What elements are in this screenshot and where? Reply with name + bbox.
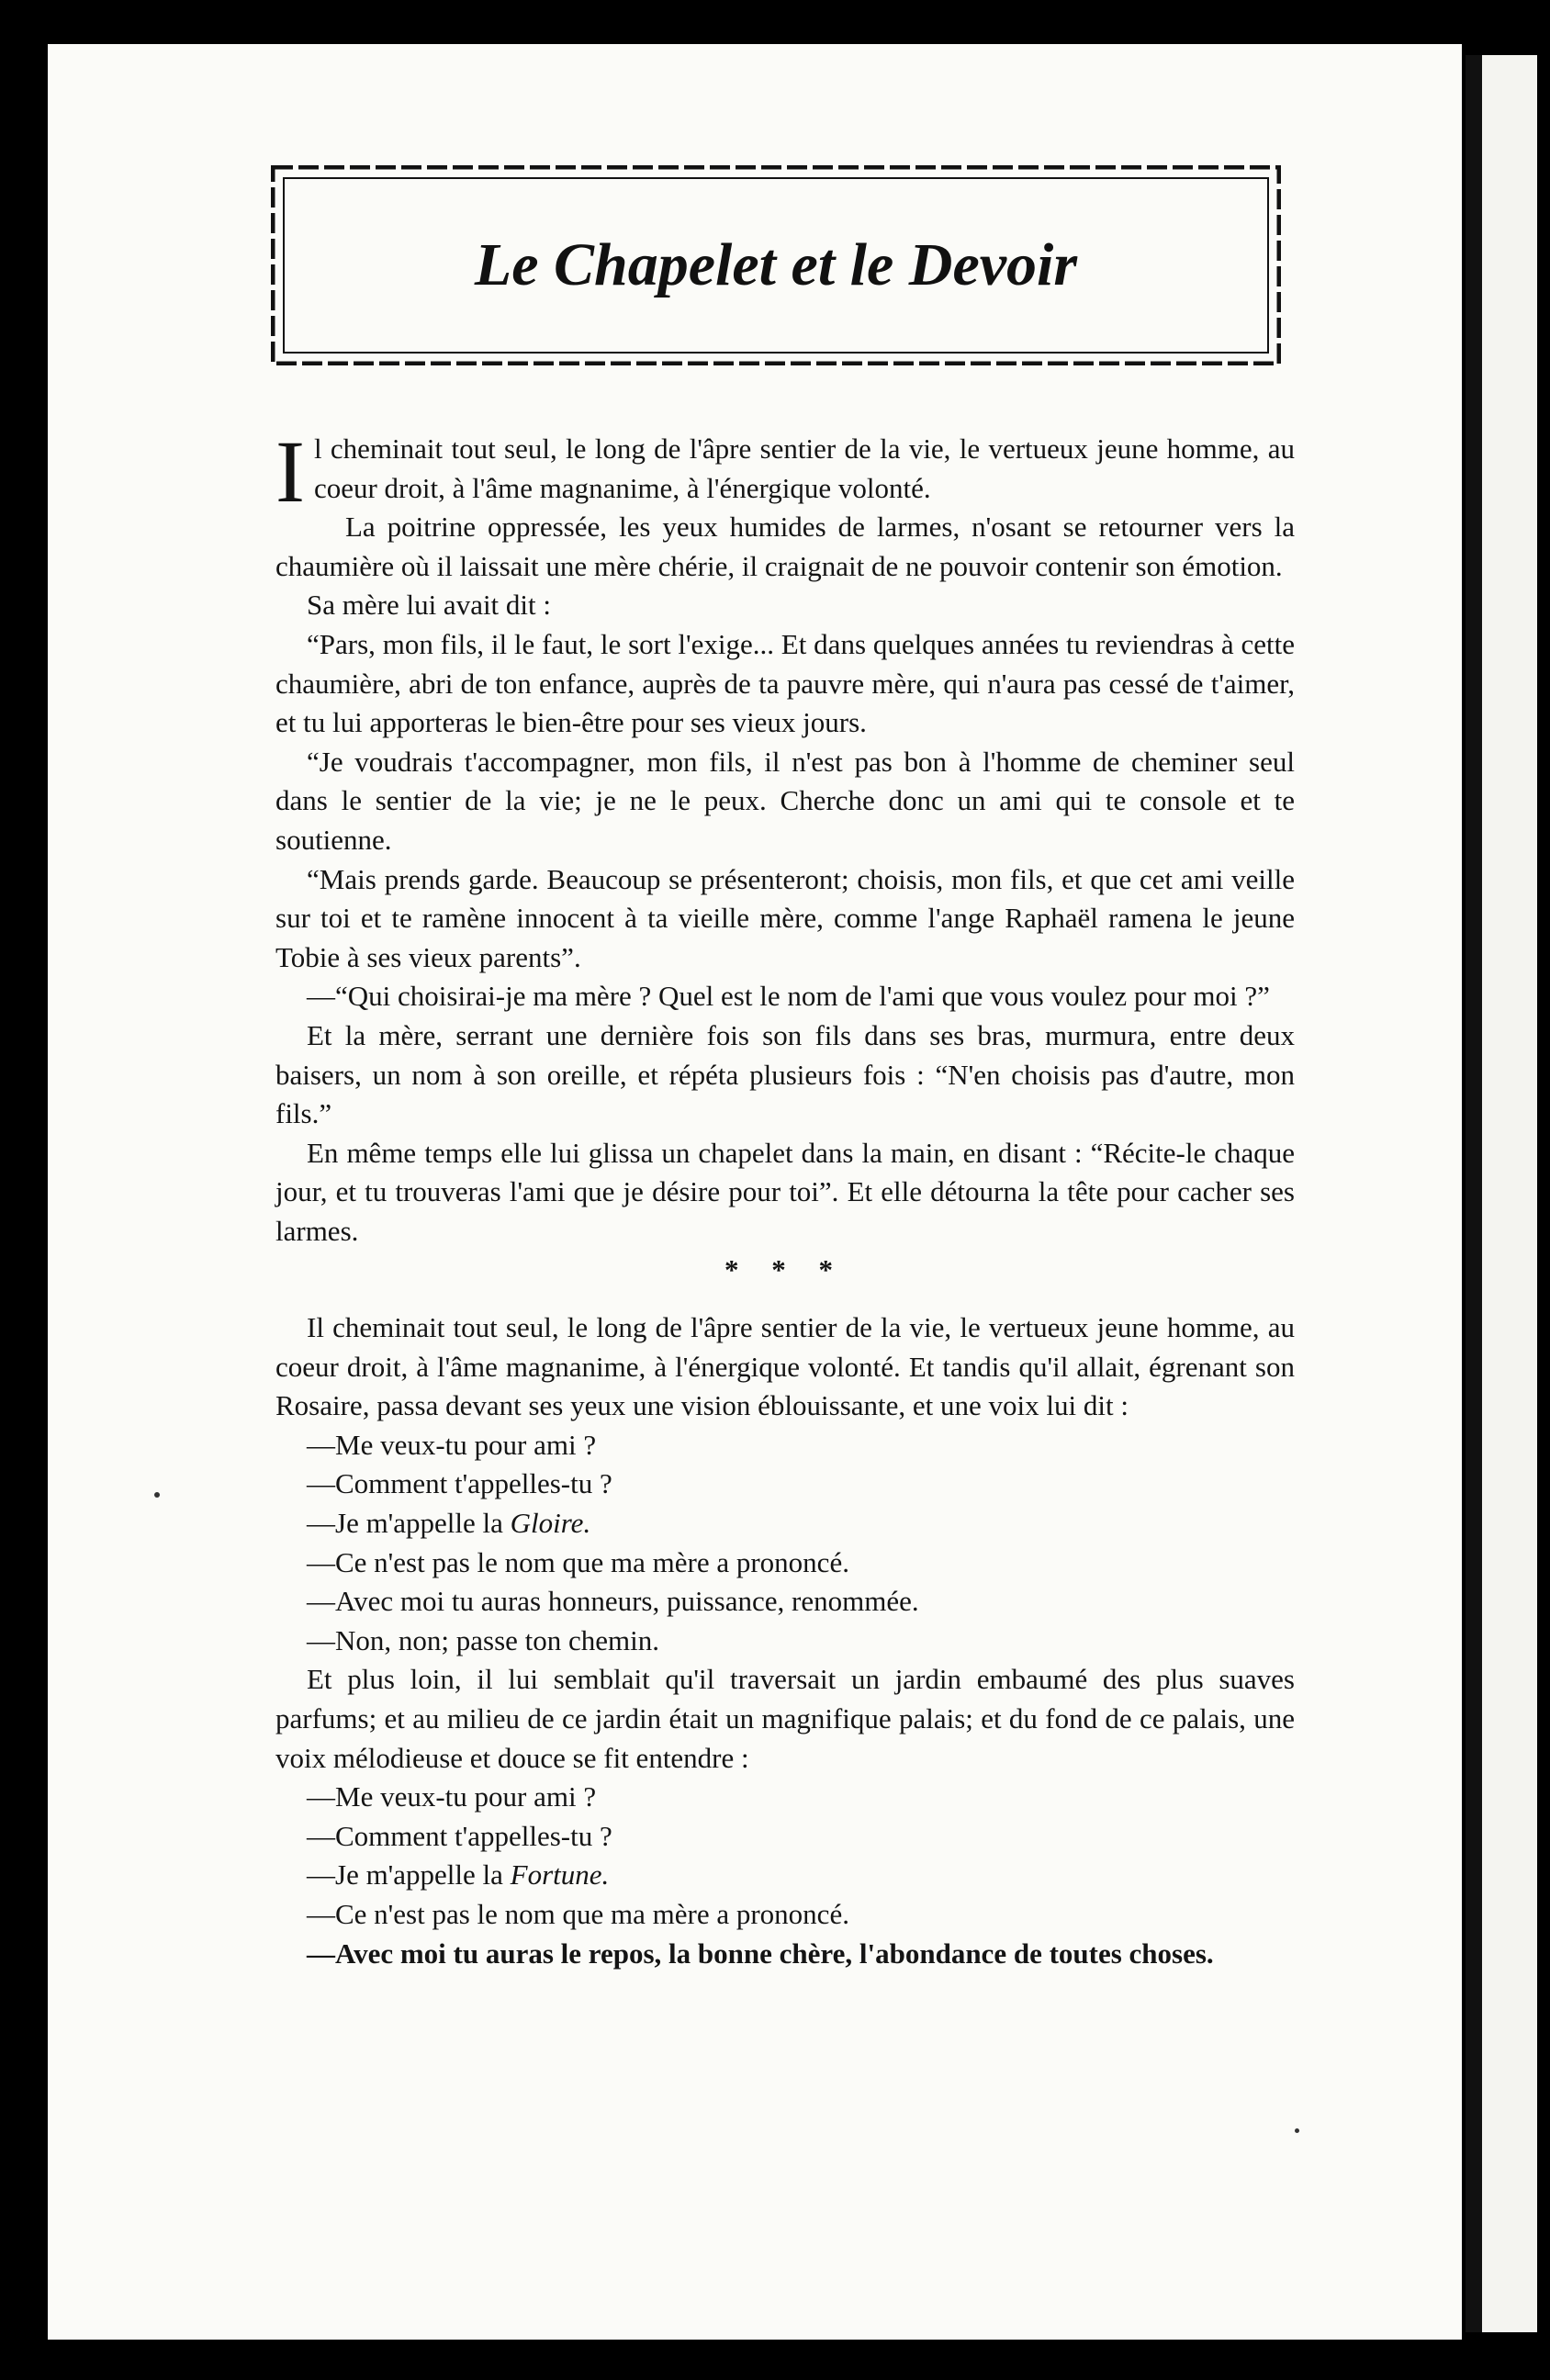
paragraph: —“Qui choisirai-je ma mère ? Quel est le nom de l'ami que vous voulez pour moi ?” — [307, 980, 1270, 1013]
paragraph: Il cheminait tout seul, le long de l'âpre sentier de la vie, le vertueux jeune homme, au coeur droit, à l'âme magnanime, à l'énergique volonté. Et tandis qu'il allait, égrenant son Rosaire, passa devant ses yeux une vision éblouissante, et une voix lui dit : — [275, 1311, 1295, 1422]
page-title: Le Chapelet et le Devoir — [474, 231, 1078, 298]
dialogue-line: —Avec moi tu auras honneurs, puissance, renommée. — [307, 1585, 919, 1618]
dialogue-line: —Avec moi tu auras le repos, la bonne chère, l'abondance de toutes choses. — [307, 1937, 1214, 1970]
paragraph: Sa mère lui avait dit : — [307, 589, 552, 622]
scan-speck — [154, 1492, 160, 1498]
scan-speck — [1295, 2128, 1299, 2133]
dialogue-line: —Non, non; passe ton chemin. — [307, 1623, 660, 1656]
dialogue-line: —Ce n'est pas le nom que ma mère a prononcé. — [307, 1897, 849, 1930]
dialogue-line: —Ce n'est pas le nom que ma mère a prononcé. — [307, 1545, 849, 1578]
dialogue-line: —Je m'appelle la Gloire. — [307, 1507, 591, 1540]
paragraph: Il cheminait tout seul, le long de l'âpre sentier de la vie, le vertueux jeune homme, au coeur droit, à l'âme magnanime, à l'énergique volonté. — [275, 422, 1295, 521]
dialogue-line: —Je m'appelle la Fortune. — [307, 1858, 610, 1892]
body-text — [275, 422, 1295, 1973]
dialogue-line: —Me veux-tu pour ami ? — [307, 1428, 597, 1461]
dialogue-line: —Comment t'appelles-tu ? — [307, 1819, 612, 1852]
paragraph: Et la mère, serrant une dernière fois son fils dans ses bras, murmura, entre deux baisers, un nom à son oreille, et répéta plusieurs fois : “N'en choisis pas d'autre, mon fils.” — [275, 1018, 1295, 1130]
paragraph: La poitrine oppressée, les yeux humides de larmes, n'osant se retourner vers la chaumière où il laissait une mère chérie, il craignait de ne pouvoir contenir son émotion. — [275, 511, 1295, 582]
dialogue-line: —Comment t'appelles-tu ? — [307, 1467, 612, 1500]
paragraph: “Mais prends garde. Beaucoup se présenteront; choisis, mon fils, et que cet ami veille sur toi et te ramène innocent à ta vieille mère, comme l'ange Raphaël ramena le jeune Tobie à ses vieux parents”. — [275, 862, 1295, 973]
paragraph: “Pars, mon fils, il le faut, le sort l'exige... Et dans quelques années tu reviendras à cette chaumière, abri de ton enfance, auprès de ta pauvre mère, qui n'aura pas cessé de t'aimer, et tu lui apporteras le bien-être pour ses vieux jours. — [275, 627, 1295, 739]
paragraph: En même temps elle lui glissa un chapelet dans la main, en disant : “Récite-le chaque jour, et tu trouveras l'ami que je désire pour toi”. Et elle détourna la tête pour cacher ses larmes. — [275, 1136, 1295, 1247]
drop-cap: I — [275, 422, 305, 521]
title-frame — [271, 165, 1281, 365]
paragraph: Et plus loin, il lui semblait qu'il traversait un jardin embaumé des plus suaves parfums; et au milieu de ce jardin était un magnifique palais; et du fond de ce palais, une voix mélodieuse et douce se fit entendre : — [275, 1663, 1295, 1774]
dialogue-line: —Me veux-tu pour ami ? — [307, 1780, 597, 1813]
name-fortune: Fortune. — [510, 1858, 610, 1892]
page-gutter-shadow — [1466, 55, 1482, 2332]
paragraph: “Je voudrais t'accompagner, mon fils, il n'est pas bon à l'homme de cheminer seul dans le sentier de la vie; je ne le peux. Cherche donc un ami qui te console et te soutienne. — [275, 745, 1295, 856]
section-separator: * * * — [724, 1253, 846, 1286]
name-gloire: Gloire. — [510, 1507, 591, 1540]
